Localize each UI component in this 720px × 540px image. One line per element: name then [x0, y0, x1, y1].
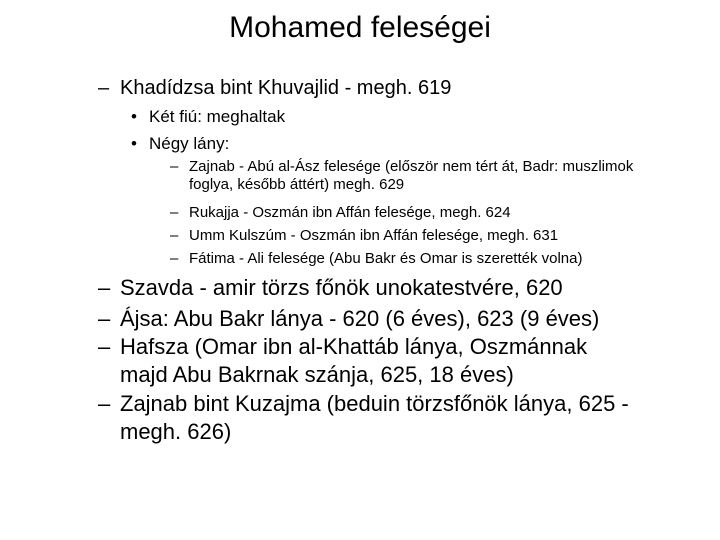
list-item-text: Zajnab bint Kuzajma (beduin törzsfőnök lánya, 625 - megh. 626): [120, 391, 629, 444]
sub-item-two-sons: [131, 106, 691, 128]
list-item-szavda: [98, 274, 698, 302]
slide-title: Mohamed feleségei: [229, 11, 491, 44]
sub-sub-item-zajnab: [170, 158, 660, 194]
sub-sub-item-text: Fátima - Ali felesége (Abu Bakr és Omar is szerették volna): [189, 250, 583, 267]
dash-bullet: –: [98, 77, 110, 99]
list-item-text: Hafsza (Omar ibn al-Khattáb lánya, Oszmánnak majd Abu Bakrnak szánja, 625, 18 éves): [120, 334, 588, 387]
dash-bullet: –: [170, 227, 179, 244]
sub-sub-item-umm-kulszum: [170, 227, 690, 245]
list-item-khadidzsa: [98, 76, 698, 100]
dot-bullet: •: [131, 107, 137, 126]
dot-bullet: •: [131, 134, 137, 153]
list-item-text: Szavda - amir törzs főnök unokatestvére, 620: [120, 275, 563, 300]
sub-item-text: Két fiú: meghaltak: [149, 107, 286, 126]
list-item-hafsza: [98, 333, 638, 389]
dash-bullet: –: [170, 158, 179, 175]
sub-sub-item-rukajja: [170, 204, 690, 222]
sub-sub-item-fatima: [170, 250, 690, 268]
dash-bullet: –: [170, 204, 179, 221]
dash-bullet: –: [170, 250, 179, 267]
dash-bullet: –: [98, 275, 111, 300]
list-item-zajnab-kuzajma: [98, 390, 678, 446]
dash-bullet: –: [98, 391, 111, 416]
list-item-text: Ájsa: Abu Bakr lánya - 620 (6 éves), 623 (9 éves): [120, 306, 600, 331]
sub-item-text: Négy lány:: [149, 134, 230, 153]
dash-bullet: –: [98, 306, 111, 331]
list-item-ajsa: [98, 305, 698, 333]
sub-item-four-daughters: [131, 133, 691, 155]
sub-sub-item-text: Umm Kulszúm - Oszmán ibn Affán felesége, megh. 631: [189, 227, 559, 244]
list-item-text: Khadídzsa bint Khuvajlid - megh. 619: [120, 77, 452, 99]
sub-sub-item-text: Rukajja - Oszmán ibn Affán felesége, megh. 624: [189, 204, 511, 221]
sub-sub-item-text: Zajnab - Abú al-Ász felesége (először nem tért át, Badr: muszlimok foglya, később áttért) megh. 629: [189, 158, 634, 193]
dash-bullet: –: [98, 334, 111, 359]
